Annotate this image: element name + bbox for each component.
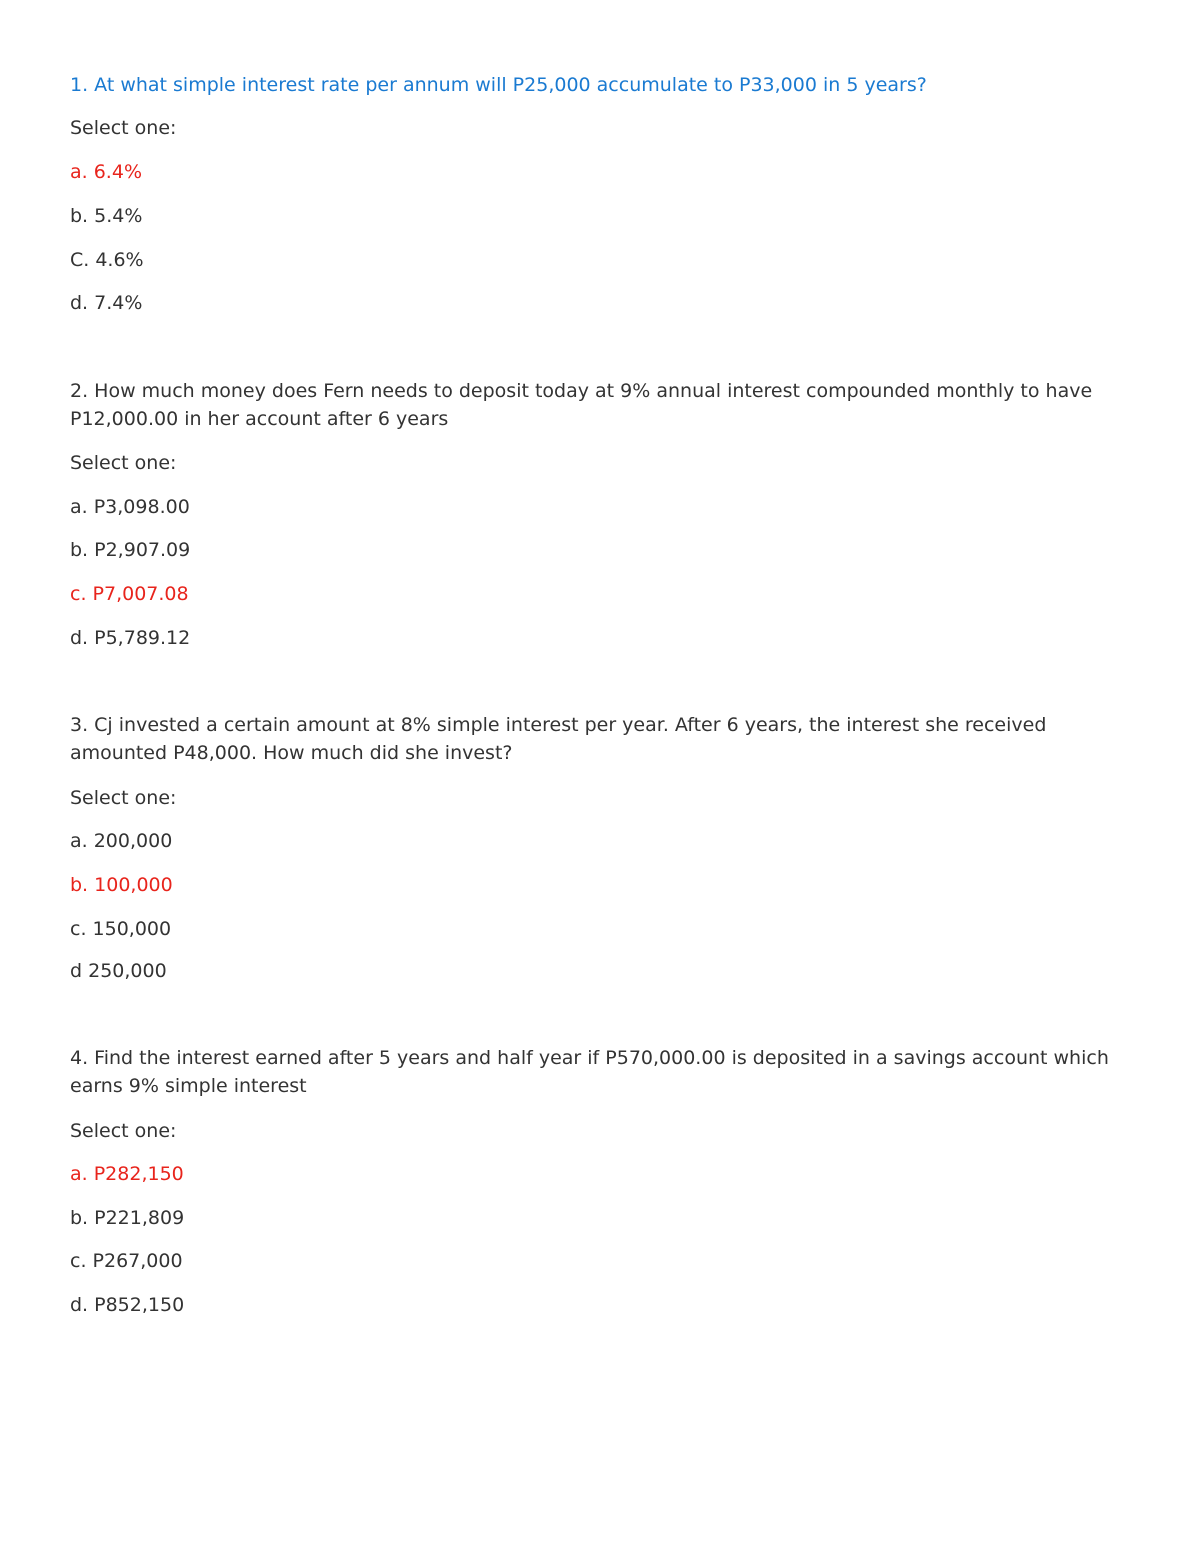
question-3-option-c[interactable]: c. 150,000 [70, 918, 172, 940]
question-1-text: 1. At what simple interest rate per annum will P25,000 accumulate to P33,000 in 5 years? [70, 74, 927, 96]
question-3-option-b[interactable]: b. 100,000 [70, 874, 173, 896]
question-4-option-b[interactable]: b. P221,809 [70, 1207, 185, 1229]
question-2-text: 2. How much money does Fern needs to deposit today at 9% annual interest compounded monthly to have P12,000.00 in her account after 6 years [70, 380, 1093, 430]
question-4-option-c[interactable]: c. P267,000 [70, 1250, 183, 1272]
question-4-text: 4. Find the interest earned after 5 years and half year if P570,000.00 is deposited in a savings account which earns 9% simple interest [70, 1047, 1109, 1097]
question-2-option-a[interactable]: a. P3,098.00 [70, 496, 190, 518]
question-1-option-d[interactable]: d. 7.4% [70, 292, 143, 314]
question-2-option-c[interactable]: c. P7,007.08 [70, 583, 189, 605]
question-4-option-d[interactable]: d. P852,150 [70, 1294, 185, 1316]
question-2-option-d[interactable]: d. P5,789.12 [70, 627, 191, 649]
question-3-option-a[interactable]: a. 200,000 [70, 830, 173, 852]
question-2-prompt: Select one: [70, 452, 177, 474]
question-4-option-a[interactable]: a. P282,150 [70, 1163, 184, 1185]
question-1-option-a[interactable]: a. 6.4% [70, 161, 142, 183]
question-3-option-d[interactable]: d 250,000 [70, 960, 167, 982]
question-1-option-b[interactable]: b. 5.4% [70, 205, 143, 227]
question-2-option-b[interactable]: b. P2,907.09 [70, 539, 191, 561]
question-1-prompt: Select one: [70, 117, 177, 139]
question-1-option-c[interactable]: C. 4.6% [70, 249, 144, 271]
question-3-prompt: Select one: [70, 787, 177, 809]
question-3-text: 3. Cj invested a certain amount at 8% simple interest per year. After 6 years, the interest she received amounted P48,000. How much did she invest? [70, 714, 1047, 764]
question-4-prompt: Select one: [70, 1120, 177, 1142]
